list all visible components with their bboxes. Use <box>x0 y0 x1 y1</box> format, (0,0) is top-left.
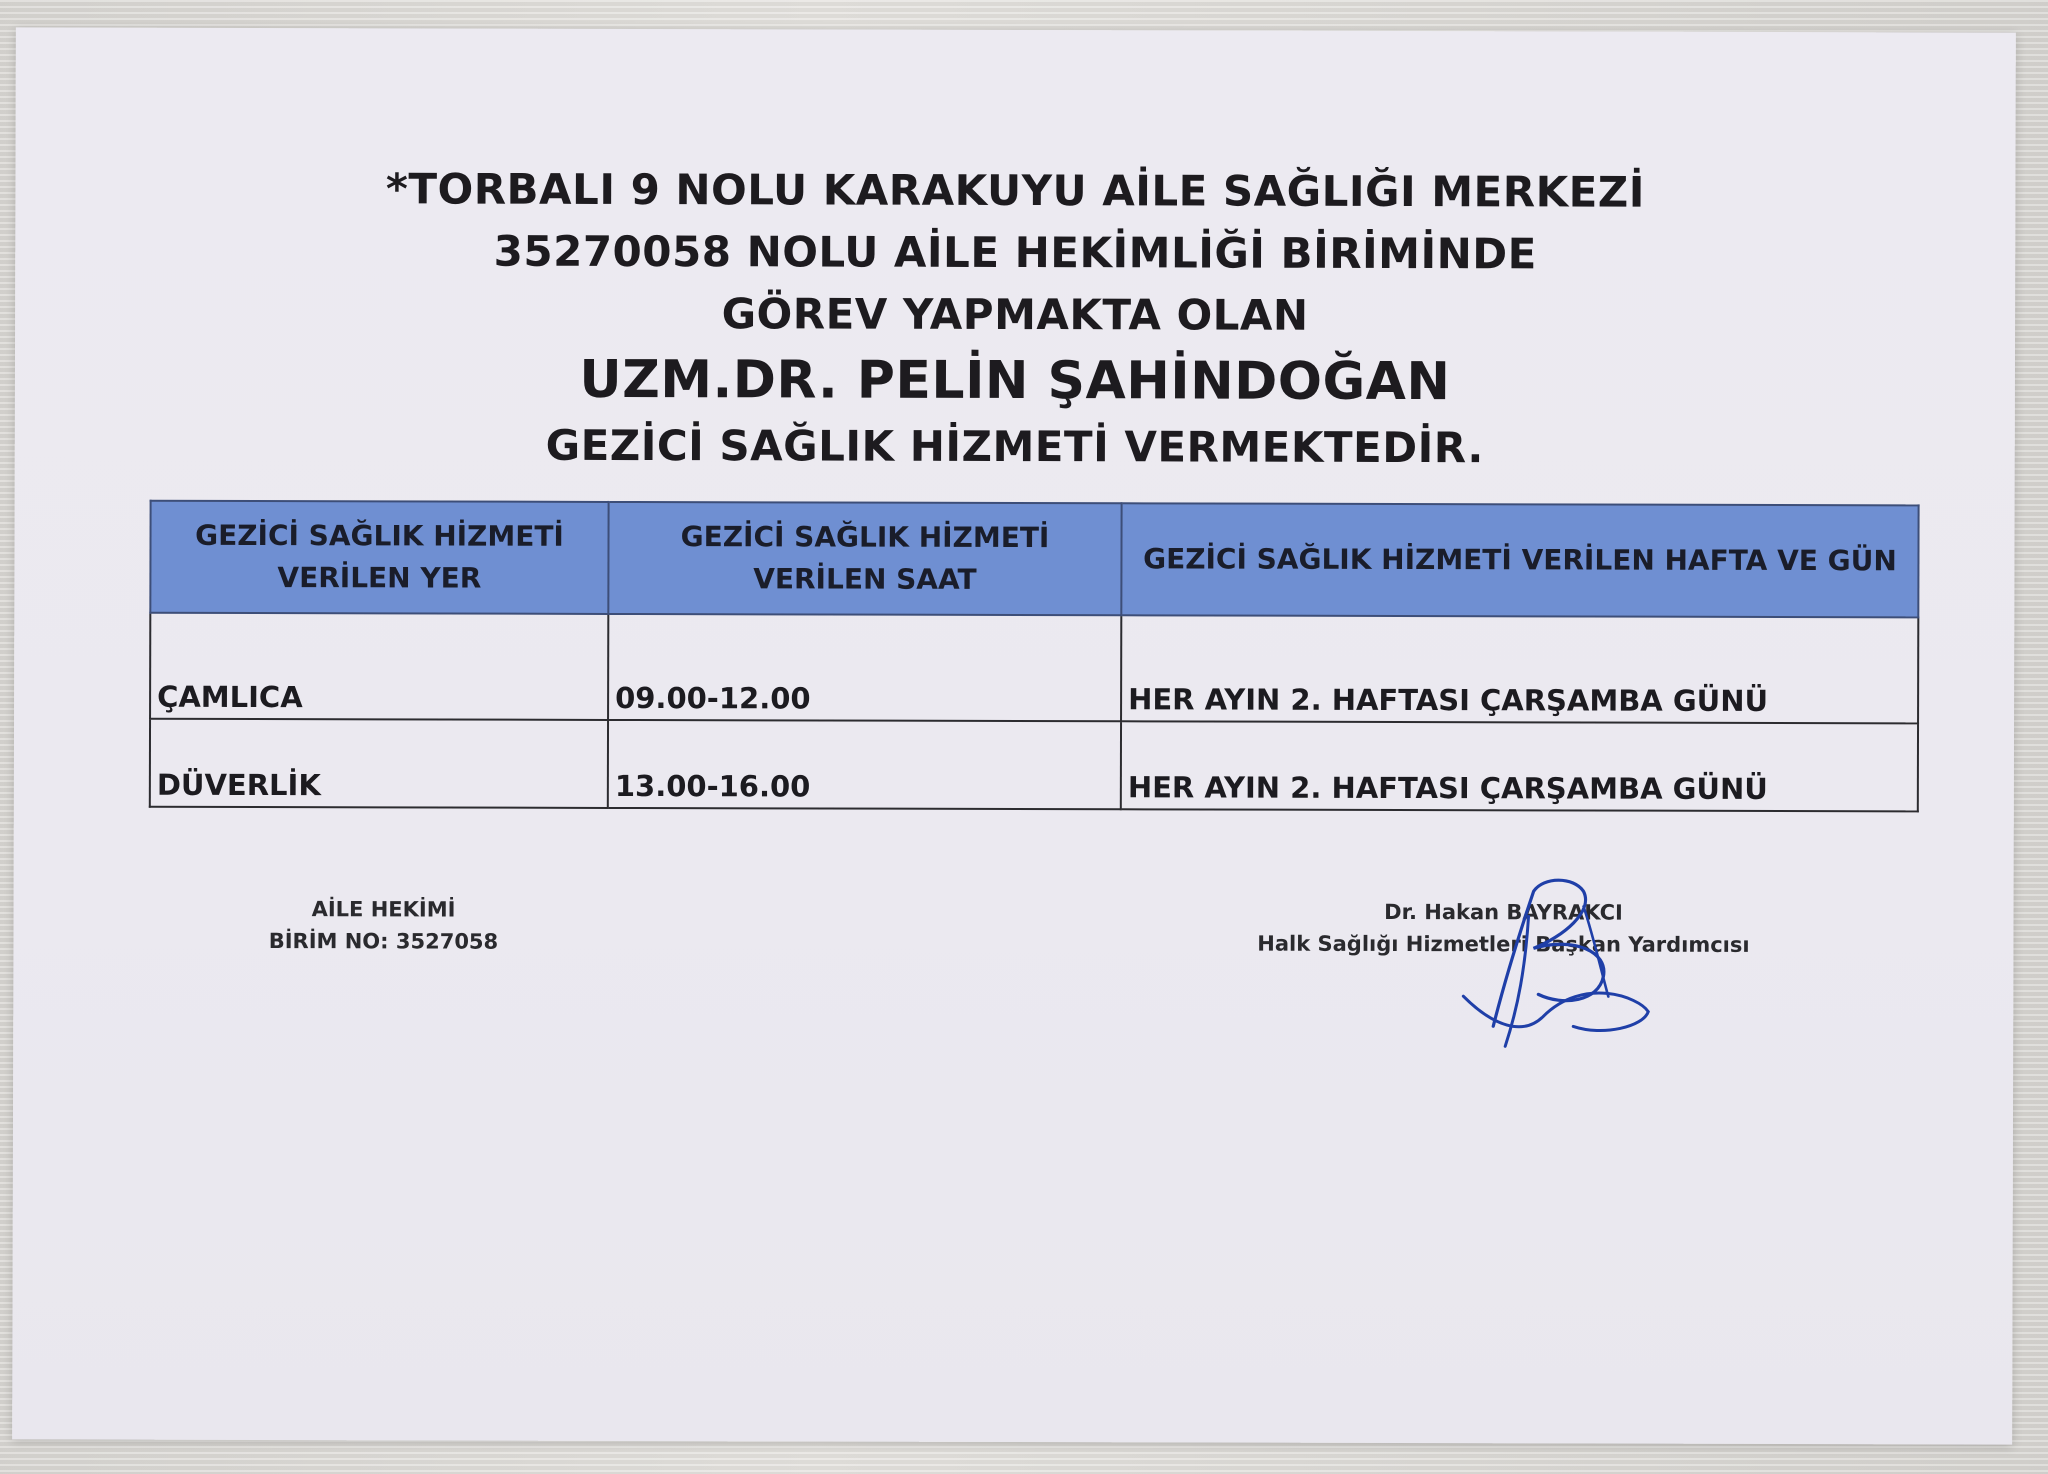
header-day: GEZİCİ SAĞLIK HİZMETİ VERİLEN HAFTA VE GÜN <box>1121 503 1918 617</box>
title-block <box>15 157 2016 480</box>
title-line-3: GÖREV YAPMAKTA OLAN <box>721 289 1309 340</box>
title-line-1: *TORBALI 9 NOLU KARAKUYU AİLE SAĞLIĞI MERKEZİ <box>385 164 1646 217</box>
cell-time: 13.00-16.00 <box>608 720 1121 809</box>
cell-day: HER AYIN 2. HAFTASI ÇARŞAMBA GÜNÜ <box>1121 615 1918 723</box>
paper-sheet <box>12 27 2016 1444</box>
cell-day: HER AYIN 2. HAFTASI ÇARŞAMBA GÜNÜ <box>1121 721 1918 811</box>
title-line-5: GEZİCİ SAĞLIK HİZMETİ VERMEKTEDİR. <box>545 420 1484 473</box>
table-row <box>150 613 1918 724</box>
table-header-row <box>150 501 1918 618</box>
unit-number: BİRİM NO: 3527058 <box>268 929 499 954</box>
family-doctor-label: AİLE HEKİMİ <box>311 897 456 922</box>
table-row <box>150 719 1918 812</box>
schedule-table <box>149 500 1920 813</box>
signature-icon <box>1433 876 1663 1057</box>
cell-place: ÇAMLICA <box>150 613 608 720</box>
cell-time: 09.00-12.00 <box>608 614 1121 721</box>
cell-place: DÜVERLİK <box>150 719 608 808</box>
family-doctor-block <box>203 893 563 958</box>
title-line-2: 35270058 NOLU AİLE HEKİMLİĞİ BİRİMİNDE <box>493 226 1537 279</box>
official-title: Halk Sağlığı Hizmetleri Başkan Yardımcısı <box>1257 931 1750 957</box>
header-time: GEZİCİ SAĞLIK HİZMETİ VERİLEN SAAT <box>608 502 1121 615</box>
official-name: Dr. Hakan BAYRAKCI <box>1384 899 1623 925</box>
doctor-name: UZM.DR. PELİN ŞAHİNDOĞAN <box>579 349 1451 413</box>
header-place: GEZİCİ SAĞLIK HİZMETİ VERİLEN YER <box>150 501 608 614</box>
